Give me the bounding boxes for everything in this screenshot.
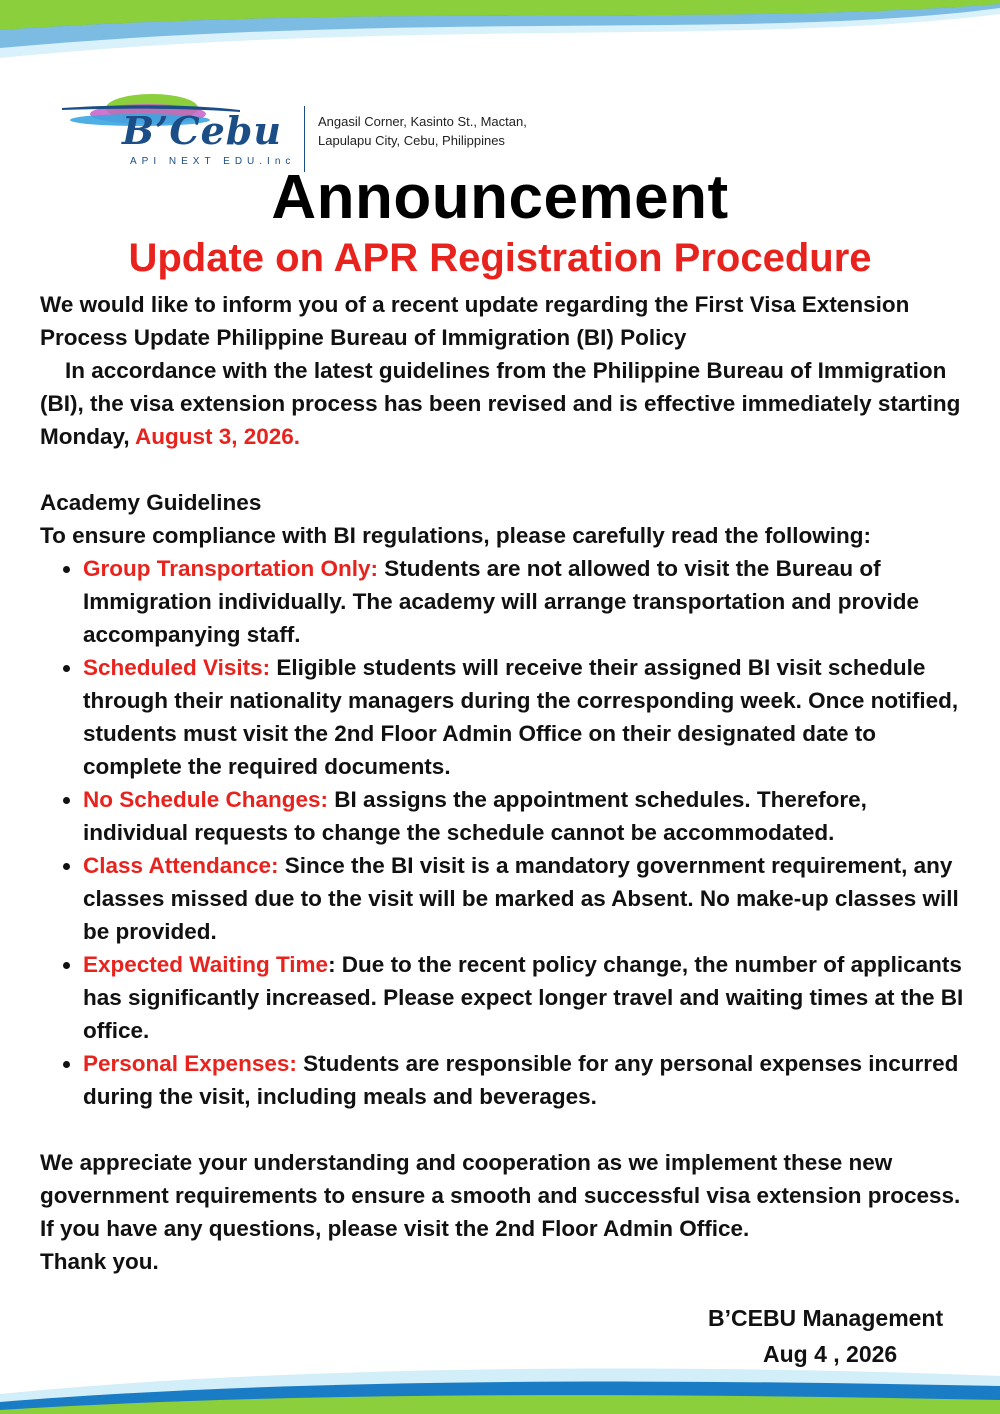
signature-name: B’CEBU Management <box>708 1305 944 1331</box>
item-text: BI assigns the appointment schedules. Therefore, individual requests to change the schedule cannot be accommodated. <box>83 787 867 845</box>
item-text: Eligible students will receive their assigned BI visit schedule through their nationality managers during the corresponding week. Once notified, students must visit the 2nd Floor Admin Office on their designated date to complete the required documents. <box>83 655 959 779</box>
top-wave-decoration <box>0 0 1000 90</box>
address-line-2: Lapulapu City, Cebu, Philippines <box>318 133 505 148</box>
logo-subtext: API NEXT EDU.Inc <box>130 156 296 167</box>
address-line-1: Angasil Corner, Kasinto St., Mactan, <box>318 114 527 129</box>
item-text: Students are responsible for any personal expenses incurred during the visit, including meals and beverages. <box>83 1051 959 1109</box>
intro-paragraph-2 <box>40 354 970 453</box>
item-label: Class Attendance: <box>83 853 279 878</box>
logo-text: B’Cebu <box>122 108 282 153</box>
announcement-title: Announcement <box>271 163 729 232</box>
effective-date: August 3, 2026. <box>135 424 301 449</box>
item-text: Students are not allowed to visit the Bureau of Immigration individually. The academy will arrange transportation and provide accompanying staff. <box>83 556 920 647</box>
signature-date: Aug 4 , 2026 <box>763 1341 898 1367</box>
item-label: Expected Waiting Time <box>83 952 329 977</box>
closing-thanks: Thank you. <box>40 1249 159 1274</box>
guidelines-heading: Academy Guidelines <box>40 490 262 515</box>
spacer <box>40 1113 970 1146</box>
guidelines-list <box>40 552 970 1113</box>
guidelines-lead: To ensure compliance with BI regulations, please carefully read the following: <box>40 523 872 548</box>
intro-text: In accordance with the latest guidelines from the Philippine Bureau of Immigration (BI), the visa extension process has been revised and is effective immediately starting Monday, <box>40 358 961 449</box>
list-item <box>83 948 970 1047</box>
item-text: Since the BI visit is a mandatory government requirement, any classes missed due to the visit will be marked as Absent. No make-up classes will be provided. <box>83 853 959 944</box>
spacer <box>40 453 970 486</box>
intro-paragraph-1: We would like to inform you of a recent update regarding the First Visa Extension Process Update Philippine Bureau of Immigration (BI) Policy <box>40 292 910 350</box>
item-label: Personal Expenses: <box>83 1051 297 1076</box>
closing-paragraph-2: If you have any questions, please visit the 2nd Floor Admin Office. <box>40 1216 750 1241</box>
list-item <box>83 651 970 783</box>
list-item <box>83 1047 970 1113</box>
closing-paragraph-1: We appreciate your understanding and cooperation as we implement these new government requirements to ensure a smooth and successful visa extension process. <box>40 1150 961 1208</box>
item-label: No Schedule Changes: <box>83 787 329 812</box>
list-item <box>83 552 970 651</box>
address <box>318 112 578 150</box>
bottom-wave-decoration <box>0 1324 1000 1414</box>
announcement-subtitle: Update on APR Registration Procedure <box>128 236 872 280</box>
item-label: Group Transportation Only: <box>83 556 379 581</box>
item-text: : Due to the recent policy change, the number of applicants has significantly increased. Please expect longer travel and waiting times at the BI office. <box>83 952 964 1043</box>
announcement-body <box>40 288 970 1278</box>
list-item <box>83 783 970 849</box>
list-item <box>83 849 970 948</box>
item-label: Scheduled Visits: <box>83 655 271 680</box>
